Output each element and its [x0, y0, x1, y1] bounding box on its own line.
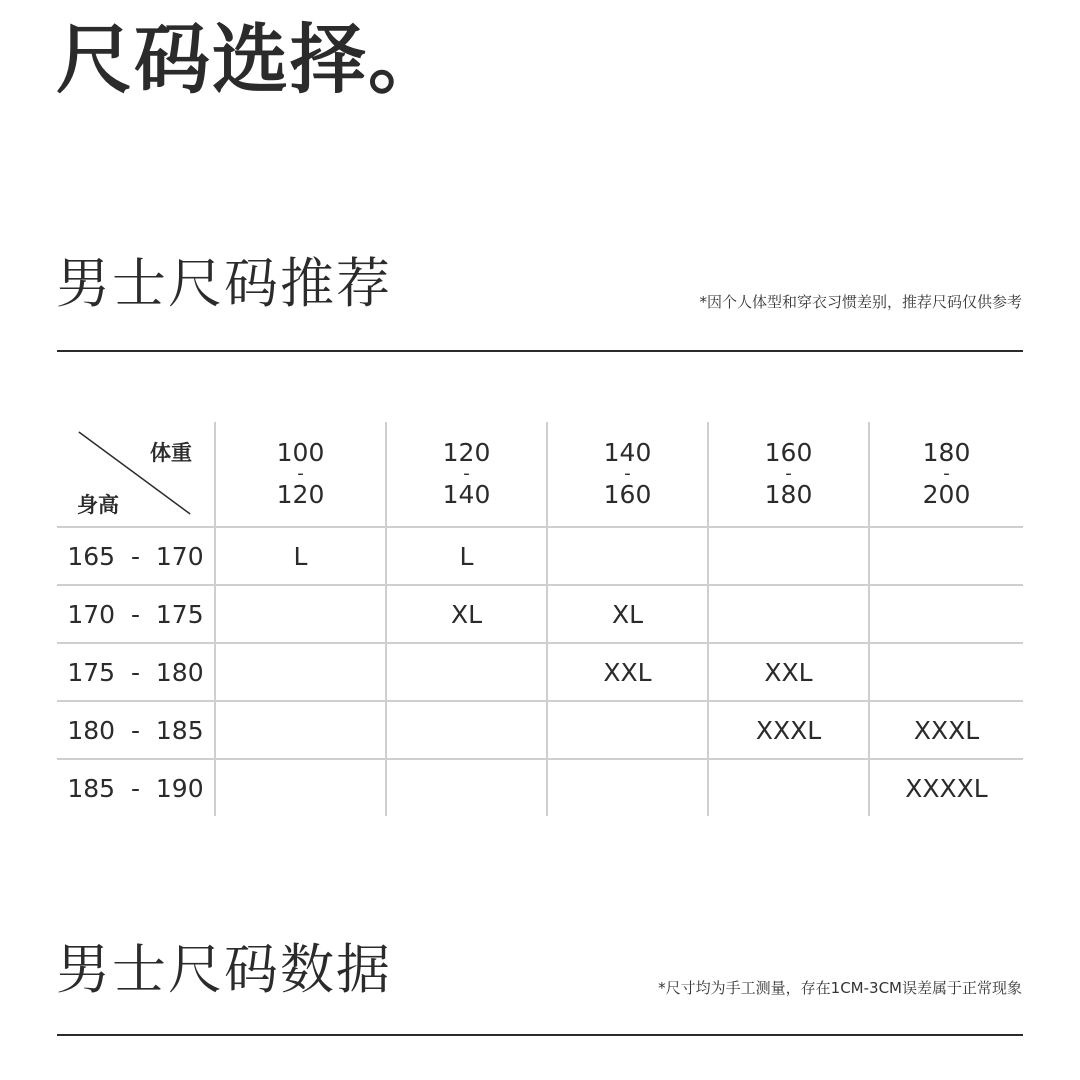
weight-to: 140	[442, 480, 491, 510]
weight-sep: -	[624, 462, 631, 484]
size-cell	[215, 643, 386, 701]
size-cell: XXXL	[869, 701, 1023, 759]
size-cell	[708, 527, 869, 585]
weight-sep: -	[463, 462, 470, 484]
weight-from: 100	[276, 437, 325, 467]
weight-sep: -	[297, 462, 304, 484]
size-cell	[386, 759, 547, 816]
corner-header-cell	[57, 422, 215, 527]
weight-sep: -	[943, 462, 950, 484]
weight-to: 160	[603, 480, 652, 510]
table-row	[57, 643, 1023, 701]
height-range-cell: 185 - 190	[57, 759, 215, 816]
recommend-divider	[57, 350, 1023, 352]
size-cell: XXXXL	[869, 759, 1023, 816]
page-title: 尺码选择。	[56, 15, 446, 104]
size-cell	[215, 759, 386, 816]
weight-col-header	[708, 422, 869, 527]
table-row	[57, 585, 1023, 643]
weight-to: 180	[764, 480, 813, 510]
size-cell: XXXL	[708, 701, 869, 759]
size-cell	[869, 585, 1023, 643]
weight-col-header	[547, 422, 708, 527]
size-cell: L	[215, 527, 386, 585]
weight-from: 160	[764, 437, 813, 467]
weight-col-header	[215, 422, 386, 527]
weight-axis-label: 体重	[150, 441, 192, 465]
recommend-section-title: 男士尺码推荐	[56, 252, 392, 315]
size-cell: XL	[386, 585, 547, 643]
size-cell	[386, 643, 547, 701]
data-section-divider	[57, 1034, 1023, 1036]
table-row	[57, 701, 1023, 759]
weight-sep: -	[785, 462, 792, 484]
size-cell	[869, 527, 1023, 585]
height-range-cell: 180 - 185	[57, 701, 215, 759]
weight-to: 200	[922, 480, 971, 510]
size-cell: XXL	[547, 643, 708, 701]
height-range-cell: 170 - 175	[57, 585, 215, 643]
recommend-note: *因个人体型和穿衣习惯差别，推荐尺码仅供参考	[699, 293, 1022, 311]
weight-to: 120	[276, 480, 325, 510]
data-section-title: 男士尺码数据	[56, 938, 392, 1001]
size-cell	[547, 527, 708, 585]
weight-col-header	[386, 422, 547, 527]
size-cell	[708, 585, 869, 643]
size-cell	[869, 643, 1023, 701]
table-row	[57, 527, 1023, 585]
height-axis-label: 身高	[77, 492, 119, 517]
size-cell	[215, 585, 386, 643]
height-range-cell: 165 - 170	[57, 527, 215, 585]
size-cell: XXL	[708, 643, 869, 701]
size-recommend-table	[57, 422, 1023, 816]
size-cell	[547, 701, 708, 759]
table-row	[57, 759, 1023, 816]
weight-col-header	[869, 422, 1023, 527]
size-cell	[547, 759, 708, 816]
weight-from: 120	[442, 437, 491, 467]
size-cell	[386, 701, 547, 759]
size-cell	[215, 701, 386, 759]
height-range-cell: 175 - 180	[57, 643, 215, 701]
weight-from: 180	[922, 437, 971, 467]
data-section-note: *尺寸均为手工测量，存在1CM-3CM误差属于正常现象	[658, 979, 1022, 997]
size-cell: XL	[547, 585, 708, 643]
weight-from: 140	[603, 437, 652, 467]
size-cell: L	[386, 527, 547, 585]
table-header-row	[57, 422, 1023, 527]
size-cell	[708, 759, 869, 816]
